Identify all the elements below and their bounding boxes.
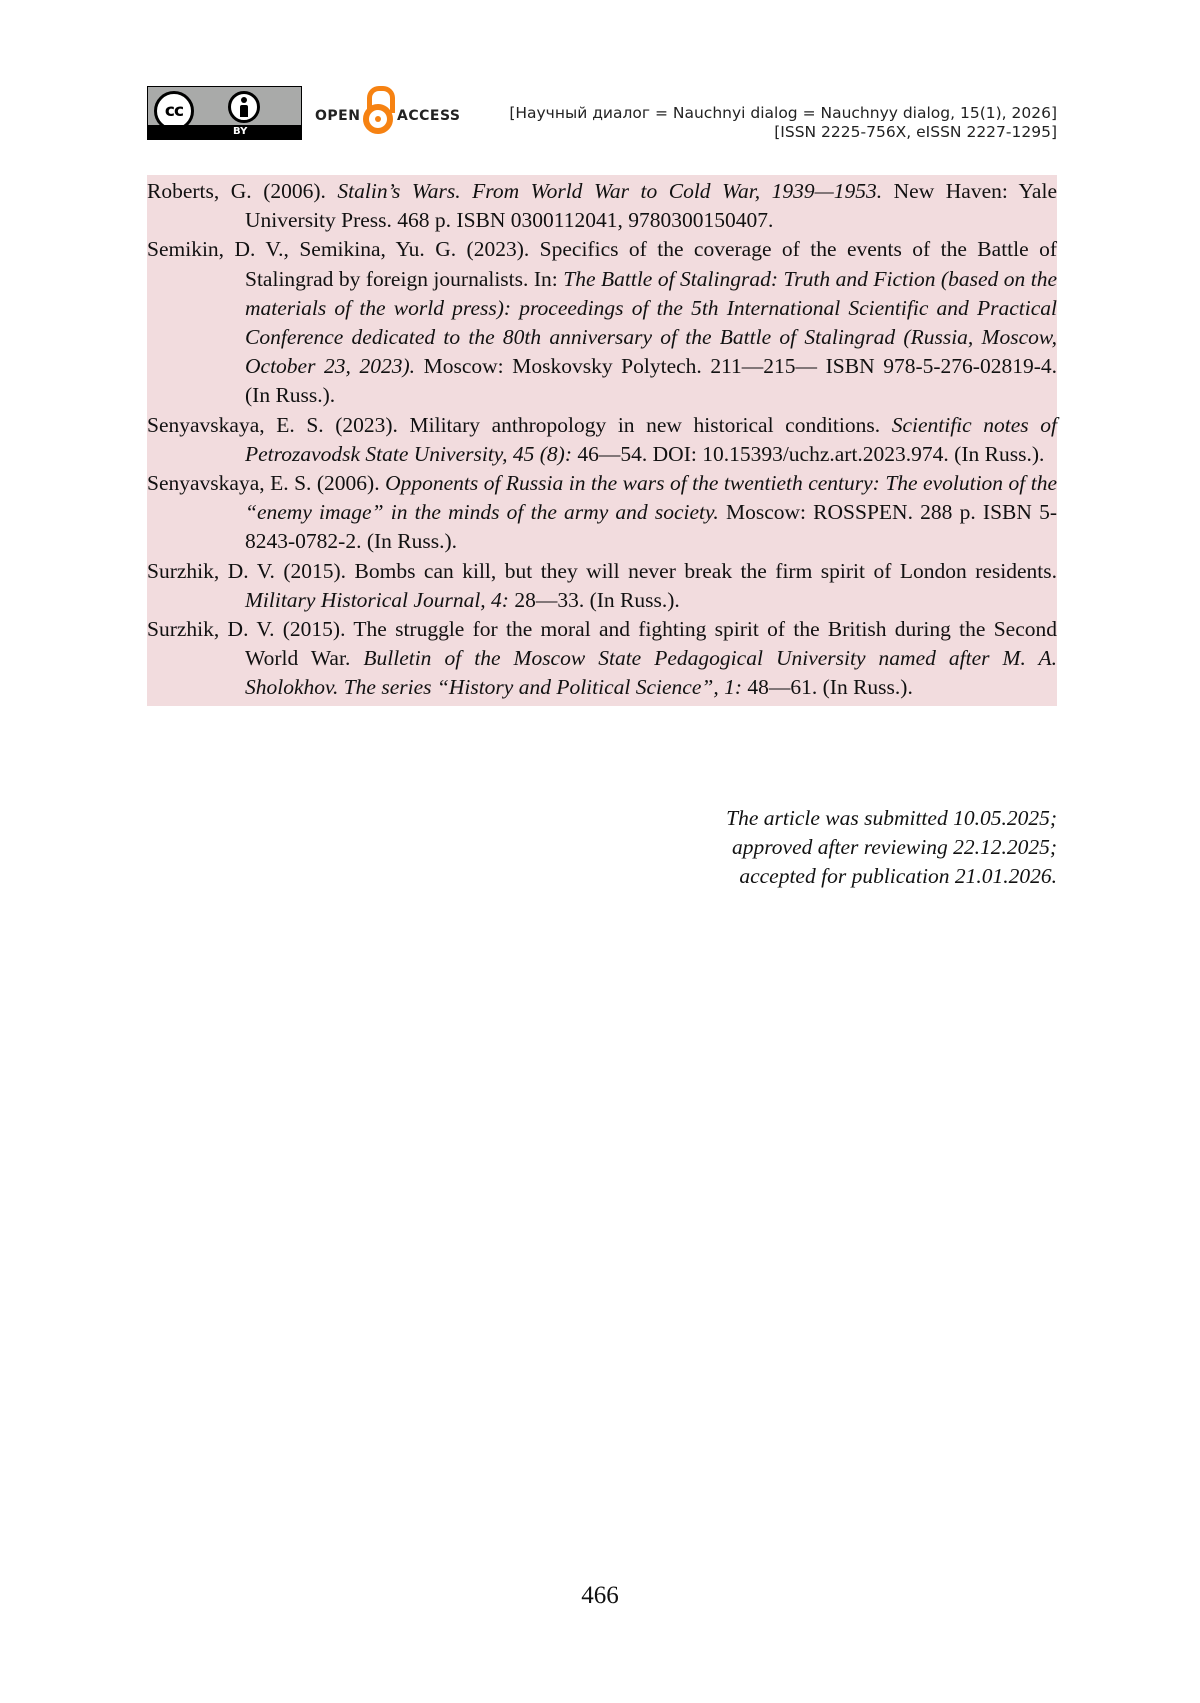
reference-text: Senyavskaya, E. S. (2023). Military anthropology in new historical conditions.	[147, 412, 892, 437]
open-access-word-open: OPEN	[315, 108, 361, 124]
license-label: BY	[233, 126, 248, 137]
reference-publisher: Moscow: ROSSPEN. 288 p. ISBN 5-8243-0782-2. (In Russ.).	[245, 500, 1057, 554]
reference-text: Surzhik, D. V. (2015). The struggle for the moral and fighting spirit of the British during the Second World War.	[147, 617, 1057, 671]
reference-publisher: 46—54. DOI: 10.15393/uchz.art.2023.974. (In Russ.).	[572, 441, 1045, 466]
reference-text: Roberts, G. (2006).	[147, 179, 338, 203]
reference-title: Stalin’s Wars. From World War to Cold War, 1939—1953.	[337, 179, 883, 203]
reference-item	[147, 557, 1057, 615]
cc-by-license-badge[interactable]	[147, 86, 302, 140]
reference-title: Scientific notes of Petrozavodsk State University, 45 (8):	[245, 412, 1057, 466]
reference-title: Military Historical Journal, 4:	[245, 587, 509, 612]
page-header	[147, 86, 1057, 142]
reference-title: Bulletin of the Moscow State Pedagogical University named after M. A. Sholokhov. The series “History and Political Science”, 1:	[245, 646, 1057, 700]
reference-item	[147, 177, 1057, 235]
open-lock-body-icon	[363, 104, 393, 134]
journal-info	[509, 104, 1057, 142]
reference-item	[147, 411, 1057, 469]
reference-publisher: New Haven: Yale University Press. 468 p. ISBN 0300112041, 9780300150407.	[245, 179, 1057, 233]
reference-publisher: 28—33. (In Russ.).	[508, 587, 680, 612]
attribution-person-icon	[228, 91, 260, 123]
reference-item	[147, 469, 1057, 557]
accepted-date: accepted for publication 21.01.2026.	[739, 864, 1057, 888]
reference-title: Opponents of Russia in the wars of the twentieth century: The evolution of the “enemy image” in the minds of the army and society.	[245, 471, 1057, 525]
approved-date: approved after reviewing 22.12.2025;	[731, 835, 1057, 859]
license-label-strip	[148, 125, 301, 139]
reference-text: Surzhik, D. V. (2015). Bombs can kill, but they will never break the firm spirit of London residents.	[147, 558, 1057, 583]
reference-text: Senyavskaya, E. S. (2006).	[147, 471, 386, 496]
page-number: 466	[581, 1582, 619, 1609]
reference-text: Semikin, D. V., Semikina, Yu. G. (2023). Specifics of the coverage of the events of the Battle of Stalingrad by foreign journalists. In:	[147, 237, 1057, 291]
article-dates	[726, 804, 1057, 891]
journal-issn: [ISSN 2225-756X, eISSN 2227-1295]	[774, 123, 1057, 141]
reference-title: The Battle of Stalingrad: Truth and Fiction (based on the materials of the world press): proceedings of the 5th International Scientific and Practical Conference dedicated to the 80th anniversary of the Battle of Stalingrad (Russia, Moscow, October 23, 2023).	[245, 266, 1058, 379]
reference-item	[147, 615, 1057, 703]
reference-list	[147, 175, 1057, 706]
open-access-logo	[315, 86, 465, 140]
reference-publisher: Moscow: Moskovsky Polytech. 211—215— ISBN 978-5-276-02819-4. (In Russ.).	[245, 354, 1057, 408]
open-access-word-access: ACCESS	[397, 108, 461, 124]
submitted-date: The article was submitted 10.05.2025;	[726, 806, 1057, 830]
creative-commons-icon: cc	[154, 91, 194, 131]
reference-publisher: 48—61. (In Russ.).	[742, 675, 913, 700]
reference-item	[147, 235, 1057, 410]
journal-citation: [Научный диалог = Nauchnyi dialog = Nauchnyy dialog, 15(1), 2026]	[509, 104, 1057, 122]
